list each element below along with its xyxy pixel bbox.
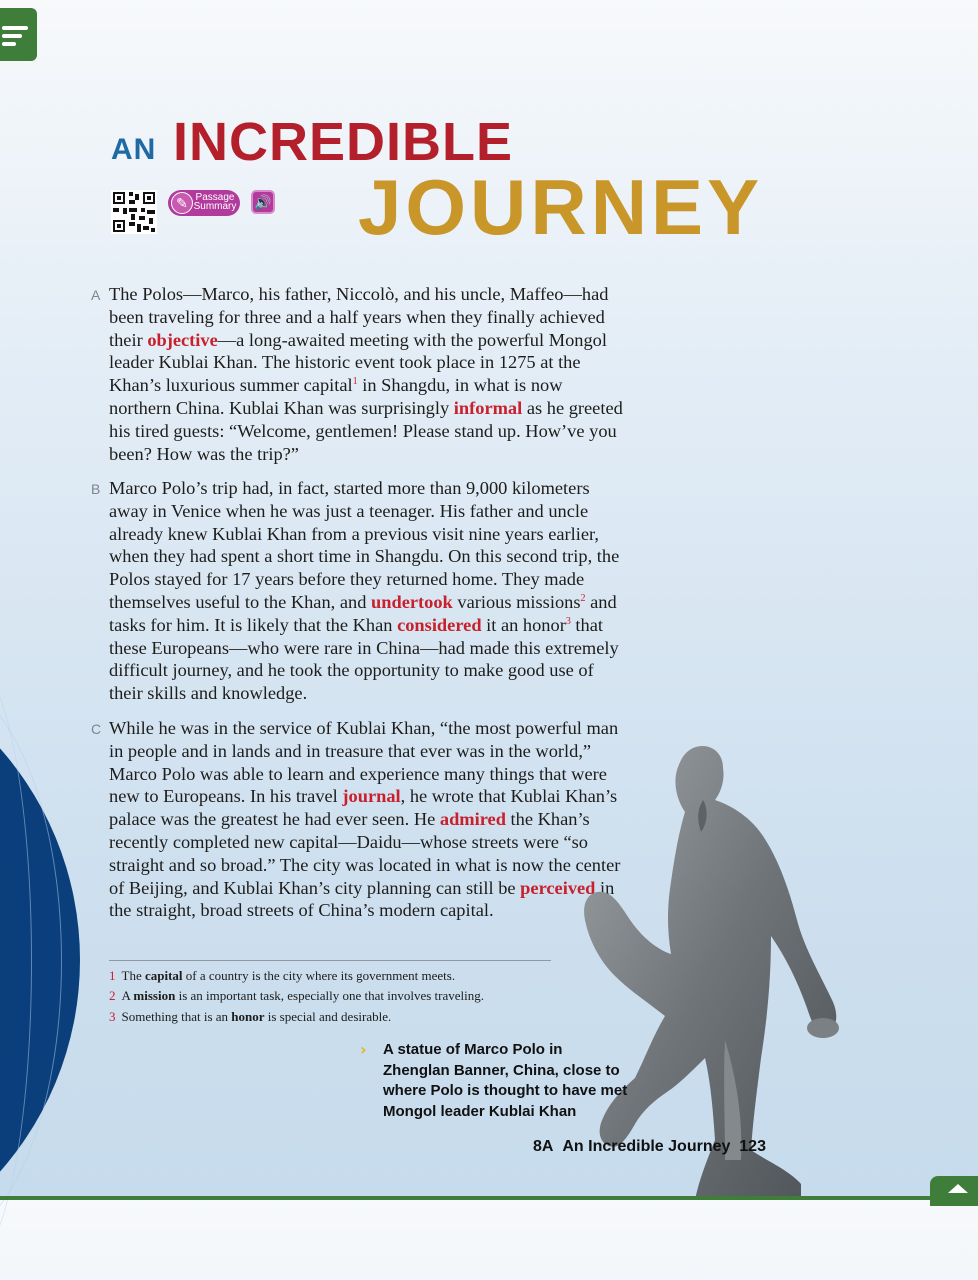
text-run: and tasks for him. It is likely that the Khan <box>109 591 617 635</box>
text-run: , he wrote that Kublai Khan’s palace was the greatest he had ever seen. He <box>109 786 618 830</box>
text-run: is special and desirable. <box>264 1009 392 1024</box>
menu-button[interactable] <box>0 8 37 61</box>
text-run: While he was in the service of Kublai Khan, “the most powerful man in people and in lands and in treasure that ever was in the world,” Marco Polo was able to learn and experience many things that were new to Europeans. In his travel <box>109 718 619 807</box>
image-caption: A statue of Marco Polo in Zhenglan Banner, China, close to where Polo is thought to have met Mongol leader Kublai Khan <box>383 1041 628 1120</box>
footer-title: An Incredible Journey <box>562 1138 731 1155</box>
text-run: Marco Polo’s trip had, in fact, started more than 9,000 kilometers away in Venice when he was just a teenager. His father and uncle already knew Kublai Khan from a previous visit nine years earlier, when they had spent a short time in Shangdu. On this second trip, the Polos stayed for 17 years before they returned home. They made themselves useful to the Khan, and <box>109 478 620 612</box>
footnote-ref-2[interactable]: 2 <box>580 592 586 604</box>
footer-unit: 8A <box>533 1138 554 1155</box>
paragraph-c <box>91 717 627 922</box>
text-run: various missions <box>452 591 581 612</box>
footnote-term: honor <box>231 1009 265 1024</box>
audio-button[interactable] <box>251 190 275 214</box>
keyword-undertook[interactable]: undertook <box>371 591 453 612</box>
text-run: Something that is an <box>121 1009 232 1024</box>
qr-code-icon[interactable] <box>111 190 157 234</box>
footnote-term: capital <box>144 968 183 983</box>
globe-decoration <box>0 640 80 1280</box>
keyword-objective[interactable]: objective <box>147 329 218 350</box>
arrow-up-icon <box>948 1184 968 1193</box>
text-run: in Shangdu, in what is now northern China. Kublai Khan was surprisingly <box>109 375 563 418</box>
text-run: is an important task, especially one that involves traveling. <box>175 988 485 1003</box>
keyword-considered[interactable]: considered <box>397 614 482 635</box>
speaker-icon: 🔊 <box>254 195 272 211</box>
text-run: that these Europeans—who were rare in China—had made this extremely difficult journey, and he took the opportunity to make good use of their skills and knowledge. <box>109 614 619 704</box>
text-run: A <box>121 988 134 1003</box>
text-run: of a country is the city where its government meets. <box>182 968 456 983</box>
footnote-term: mission <box>133 988 176 1003</box>
text-run: in the straight, broad streets of China’s modern capital. <box>109 877 615 921</box>
text-run: it an honor <box>481 614 566 635</box>
text-run: —a long-awaited meeting with the powerful Mongol leader Kublai Khan. The historic event took place in 1275 at the Khan’s luxurious summer capital <box>109 329 607 396</box>
footnote-ref-1[interactable]: 1 <box>352 376 358 388</box>
page-number: 123 <box>739 1138 766 1155</box>
passage-summary-label: Passage Summary <box>193 192 237 212</box>
footnote-ref-3[interactable]: 3 <box>565 615 571 627</box>
marco-polo-statue-image <box>575 740 845 1200</box>
paragraph-letter: A <box>91 287 101 303</box>
paragraph-b <box>91 477 627 705</box>
keyword-admired[interactable]: admired <box>439 809 506 830</box>
menu-icon-bar <box>2 34 22 38</box>
footnote-number: 3 <box>109 1009 116 1024</box>
keyword-perceived[interactable]: perceived <box>520 877 596 898</box>
paragraph-letter: B <box>91 481 101 497</box>
title-journey: JOURNEY <box>358 163 764 251</box>
paragraph-letter: C <box>91 721 102 737</box>
title-incredible: INCREDIBLE <box>173 112 514 172</box>
text-run: The <box>121 968 145 983</box>
scroll-top-button[interactable] <box>930 1176 978 1206</box>
footnote-2 <box>109 988 484 1004</box>
pencil-icon: ✎ <box>171 192 193 214</box>
menu-icon <box>2 26 28 30</box>
menu-icon-bar <box>2 42 16 46</box>
bottom-bar <box>0 1196 978 1200</box>
caption-arrow-icon: › <box>360 1040 367 1059</box>
keyword-informal[interactable]: informal <box>453 397 523 418</box>
paragraph-a <box>91 283 627 465</box>
passage-summary-button[interactable] <box>168 190 240 216</box>
title-an: AN <box>111 133 157 166</box>
keyword-journal[interactable]: journal <box>342 786 401 807</box>
footnote-1 <box>109 968 455 984</box>
page-footer <box>533 1138 766 1156</box>
text-run: the Khan’s recently completed new capital—Daidu—whose streets were “so straight and so broad.” The city was located in what is now the center of Beijing, and Kublai Khan’s city planning can still be <box>109 809 621 898</box>
footnote-divider <box>109 960 551 961</box>
footnote-3 <box>109 1009 391 1025</box>
footnote-number: 1 <box>109 968 116 983</box>
footnote-number: 2 <box>109 988 116 1003</box>
text-run: as he greeted his tired guests: “Welcome, gentlemen! Please stand up. How’ve you been? How was the trip?” <box>109 397 623 464</box>
text-run: The Polos—Marco, his father, Niccolò, and his uncle, Maffeo—had been traveling for three and a half years when they finally achieved their <box>109 284 609 350</box>
